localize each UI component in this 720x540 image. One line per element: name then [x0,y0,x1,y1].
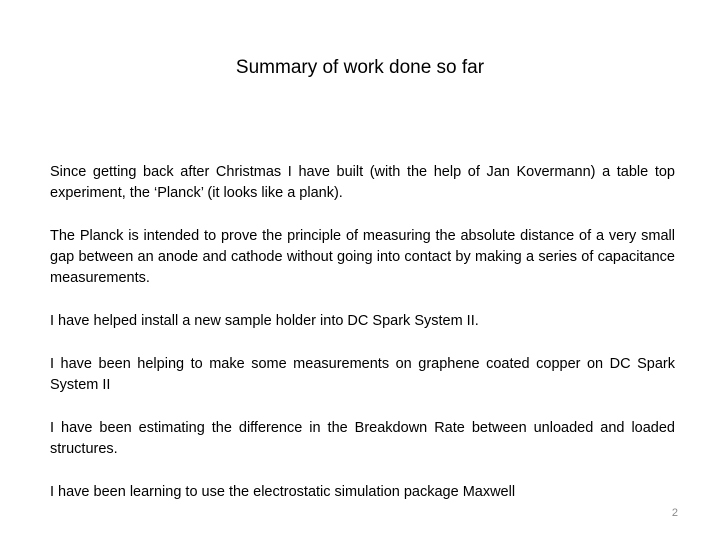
paragraph-graphene-measurements: I have been helping to make some measurements on graphene coated copper on DC Spark System II [50,356,675,393]
paragraph-planck-purpose: The Planck is intended to prove the principle of measuring the absolute distance of a very small gap between an anode and cathode without going into contact by making a series of capacitance measurements. [50,228,675,286]
paragraph-breakdown-rate: I have been estimating the difference in the Breakdown Rate between unloaded and loaded structures. [50,420,675,457]
paragraph-planck-build: Since getting back after Christmas I have built (with the help of Jan Kovermann) a table top experiment, the ‘Planck’ (it looks like a plank). [50,164,675,201]
slide-number: 2 [671,507,678,519]
slide-body [50,162,675,525]
slide-title: Summary of work done so far [235,57,485,78]
paragraph-sample-holder: I have helped install a new sample holder into DC Spark System II. [50,313,479,329]
paragraph-maxwell: I have been learning to use the electrostatic simulation package Maxwell [50,484,516,500]
